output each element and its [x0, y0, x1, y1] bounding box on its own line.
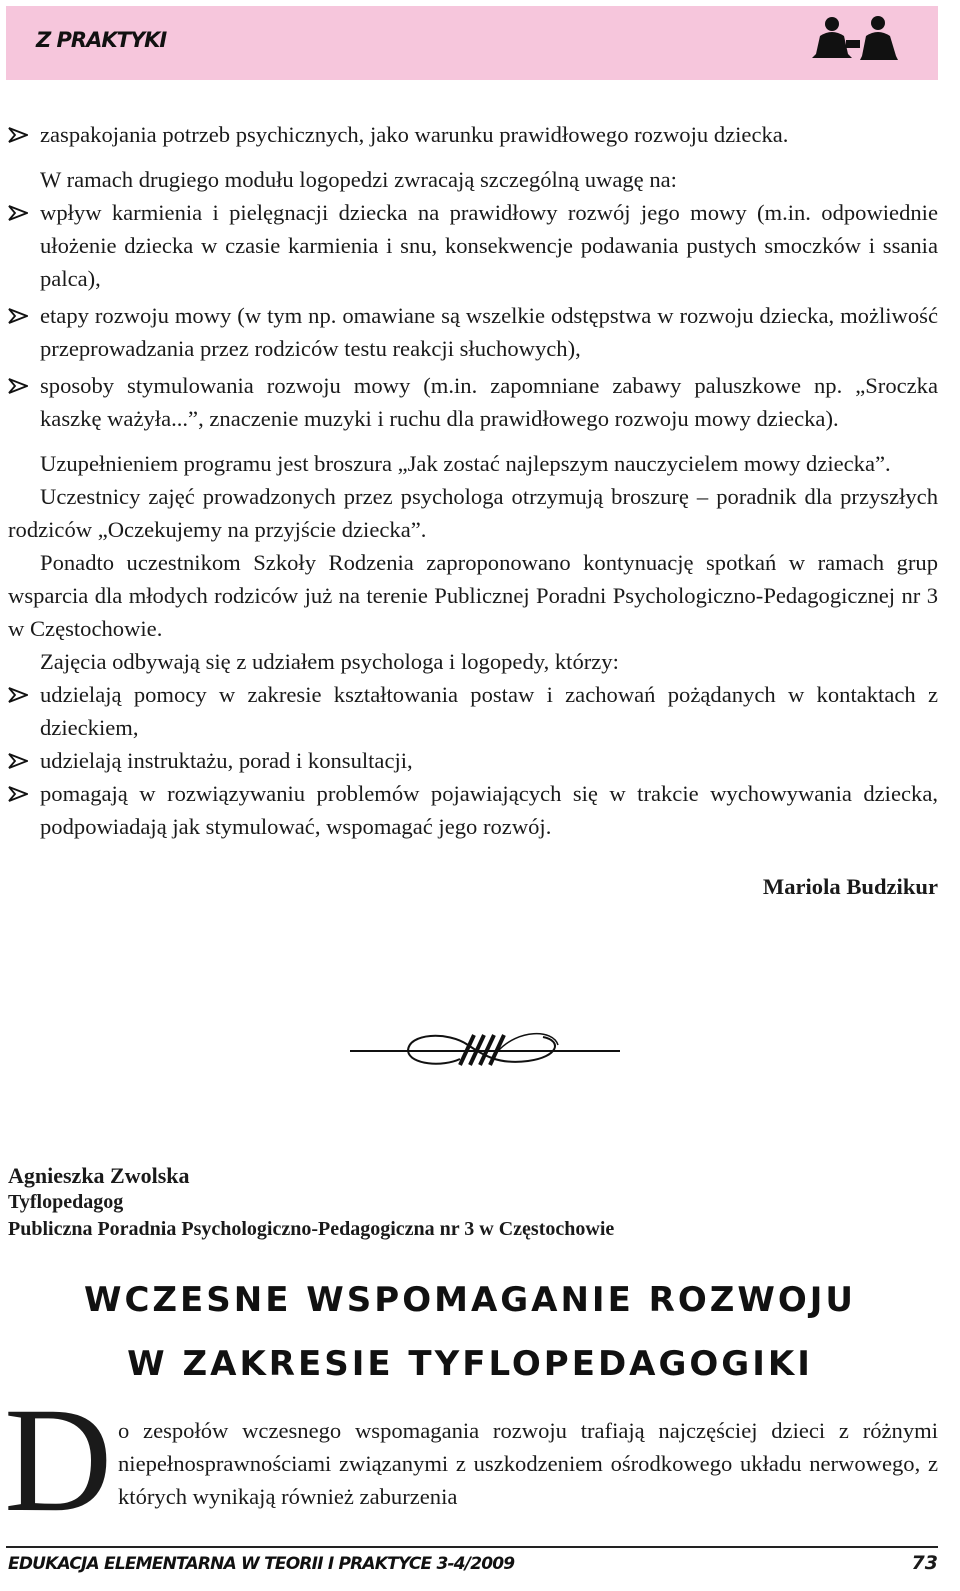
arrow-bullet-icon — [8, 786, 28, 802]
flourish-divider-icon — [348, 1025, 622, 1071]
paragraph: Uzupełnieniem programu jest broszura „Jak zostać najlepszym nauczycielem mowy dziecka”. — [40, 451, 891, 476]
children-playing-icon — [808, 14, 904, 64]
article-title-line-1: WCZESNE WSPOMAGANIE ROZWOJU — [83, 1280, 857, 1320]
paragraph: Zajęcia odbywają się z udziałem psychologa i logopedy, którzy: — [40, 649, 619, 674]
arrow-bullet-icon — [8, 378, 28, 394]
article-title-line-2: W ZAKRESIE TYFLOPEDAGOGIKI — [127, 1344, 813, 1384]
author-block — [8, 1162, 614, 1243]
page-number: 73 — [911, 1552, 938, 1574]
author-role: Tyflopedagog — [8, 1191, 124, 1213]
arrow-bullet-icon — [8, 687, 28, 703]
list-item: sposoby stymulowania rozwoju mowy (m.in. zapomniane zabawy paluszkowe np. „Sroczka kaszkę ważyła...”, znaczenie muzyki i ruchu dla prawidłowego rozwoju mowy dziecka). — [8, 369, 938, 435]
arrow-bullet-icon — [8, 308, 28, 324]
article-intro: o zespołów wczesnego wspomagania rozwoju trafiają najczęściej dzieci z różnymi niepełnosprawnościami związanymi z uszkodzeniem ośrodkowego układu nerwowego, z których wynikają również zaburzenia — [118, 1418, 938, 1509]
section-label: Z PRAKTYKI — [36, 28, 167, 52]
list-item: zaspakojania potrzeb psychicznych, jako warunku prawidłowego rozwoju dziecka. — [8, 118, 938, 151]
author-name: Agnieszka Zwolska — [8, 1163, 190, 1188]
list-item: etapy rozwoju mowy (w tym np. omawiane są wszelkie odstępstwa w rozwoju dziecka, możliwość przeprowadzania przez rodziców testu reakcji słuchowych), — [8, 299, 938, 365]
paragraph: Uczestnicy zajęć prowadzonych przez psychologa otrzymują broszurę – poradnik dla przyszłych rodziców „Oczekujemy na przyjście dziecka”. — [8, 484, 938, 542]
list-item: udzielają pomocy w zakresie kształtowania postaw i zachowań pożądanych w kontaktach z dzieckiem, — [8, 678, 938, 744]
arrow-bullet-icon — [8, 127, 28, 143]
footer-divider — [6, 1546, 938, 1548]
journal-footer: EDUKACJA ELEMENTARNA W TEORII I PRAKTYCE 3-4/2009 — [8, 1554, 515, 1574]
arrow-bullet-icon — [8, 205, 28, 221]
list-item: wpływ karmienia i pielęgnacji dziecka na prawidłowy rozwój jego mowy (m.in. odpowiednie ułożenie dziecka w czasie karmienia i snu, konsekwencje podawania pustych smoczków i ssania palca), — [8, 196, 938, 295]
author-signature: Mariola Budzikur — [762, 874, 938, 899]
author-institution: Publiczna Poradnia Psychologiczno-Pedagogiczna nr 3 w Częstochowie — [8, 1218, 615, 1240]
arrow-bullet-icon — [8, 753, 28, 769]
list-item: pomagają w rozwiązywaniu problemów pojawiających się w trakcie wychowywania dziecka, podpowiadają jak stymulować, wspomagać jego rozwój. — [8, 777, 938, 843]
paragraph: W ramach drugiego modułu logopedzi zwracają szczególną uwagę na: — [40, 167, 677, 192]
drop-cap: D — [4, 1377, 113, 1543]
list-item: udzielają instruktażu, porad i konsultacji, — [8, 744, 938, 777]
paragraph: Ponadto uczestnikom Szkoły Rodzenia zaproponowano kontynuację spotkań w ramach grup wsparcia dla młodych rodziców już na terenie Publicznej Poradni Psychologiczno-Pedagogicznej nr 3 w Częstochowie. — [8, 550, 938, 641]
article-body — [8, 118, 938, 903]
